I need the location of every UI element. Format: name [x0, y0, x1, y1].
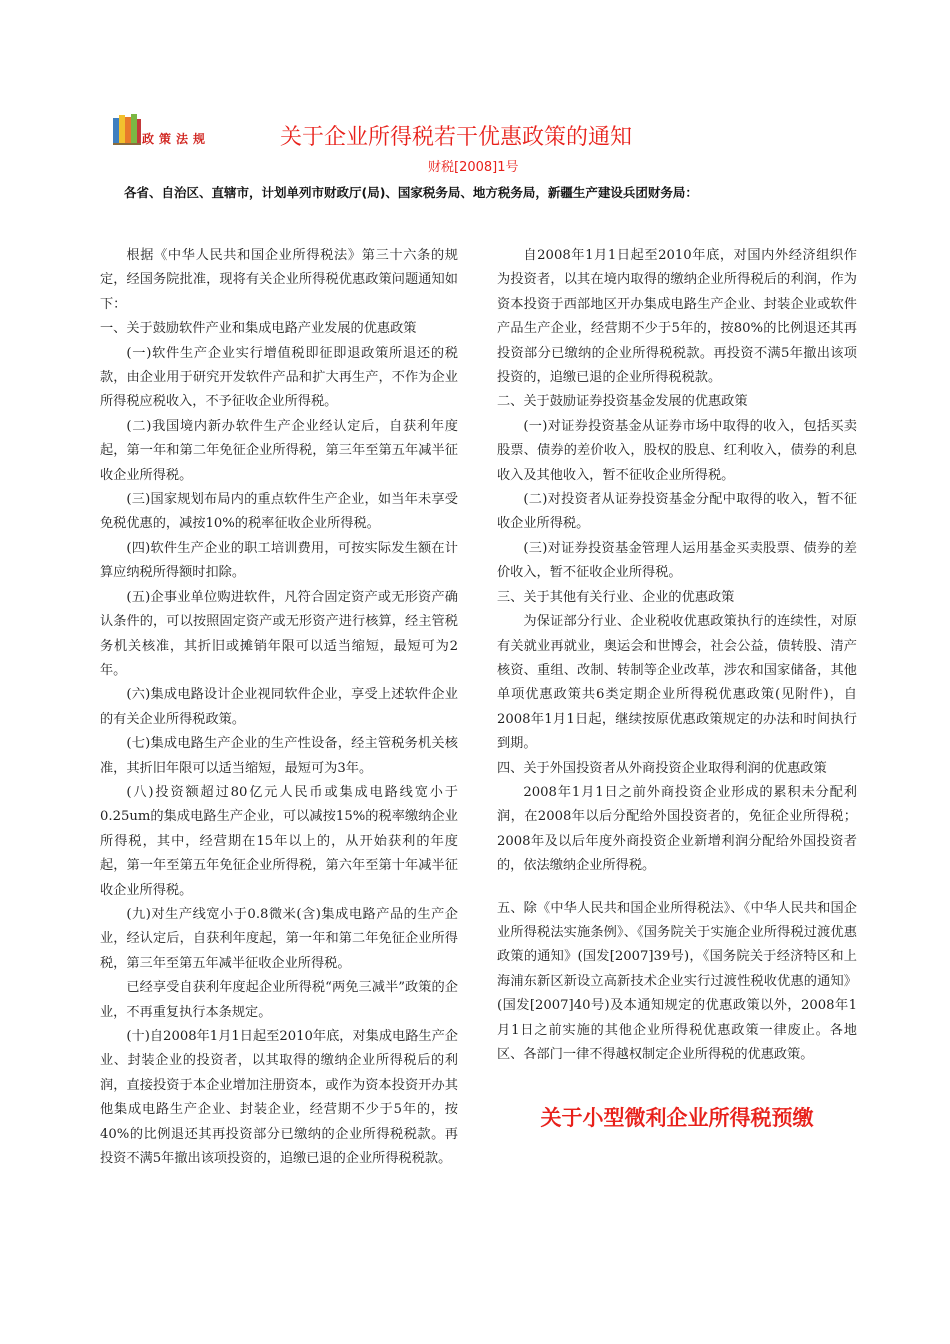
books-icon — [112, 112, 142, 146]
paragraph: (十)自2008年1月1日起至2010年底，对集成电路生产企业、封装企业的投资者，以其取得的缴纳企业所得税后的利润，直接投资于本企业增加注册资本，或作为资本投资开办其他集成电路生产企业、封装企业，经营期不少于5年的，按40%的比例退还其再投资部分已缴纳的企业所得税税款。再投资不满5年撤出该项投资的，追缴已退的企业所得税税款。 — [100, 1029, 458, 1167]
right-column — [497, 244, 857, 1133]
paragraph: (七)集成电路生产企业的生产性设备，经主管税务机关核准，其折旧年限可以适当缩短，最短可为3年。 — [100, 736, 458, 776]
paragraph: (一)对证券投资基金从证券市场中取得的收入，包括买卖股票、债券的差价收入，股权的股息、红利收入，债券的利息收入及其他收入，暂不征收企业所得税。 — [497, 418, 857, 483]
paragraph: 自2008年1月1日起至2010年底，对国内外经济组织作为投资者，以其在境内取得的缴纳企业所得税后的利润，作为资本投资于西部地区开办集成电路生产企业、封装企业或软件产品生产企业，经营期不少于5年的，按80%的比例退还其再投资部分已缴纳的企业所得税税款。再投资不满5年撤出该项投资的，追缴已退的企业所得税税款。 — [497, 248, 857, 386]
paragraph: 已经享受自获利年度起企业所得税“两免三减半”政策的企业，不再重复执行本条规定。 — [100, 980, 458, 1020]
policy-logo — [112, 110, 232, 150]
document-number: 财税[2008]1号 — [428, 160, 519, 175]
next-article-title: 关于小型微利企业所得税预缴 — [540, 1106, 814, 1131]
paragraph: (三)对证券投资基金管理人运用基金买卖股票、债券的差价收入，暂不征收企业所得税。 — [497, 540, 857, 581]
paragraph: (五)企事业单位购进软件，凡符合固定资产或无形资产确认条件的，可以按照固定资产或无形资产进行核算，经主管税务机关核准，其折旧或摊销年限可以适当缩短，最短可为2年。 — [100, 589, 458, 678]
section-heading-1: 一、关于鼓励软件产业和集成电路产业发展的优惠政策 — [100, 321, 417, 337]
addressee-line: 各省、自治区、直辖市，计划单列市财政厅(局)、国家税务局、地方税务局，新疆生产建设兵团财务局： — [124, 185, 698, 200]
left-column — [100, 244, 458, 1171]
section-heading-4: 四、关于外国投资者从外商投资企业取得利润的优惠政策 — [497, 760, 827, 776]
logo-text: 政策法规 — [142, 132, 211, 146]
paragraph: 2008年1月1日之前外商投资企业形成的累积未分配利润，在2008年以后分配给外国投资者的，免征企业所得税；2008年及以后年度外商投资企业新增利润分配给外国投资者的，依法缴纳企业所得税。 — [497, 784, 857, 874]
paragraph: (二)对投资者从证券投资基金分配中取得的收入，暂不征收企业所得税。 — [497, 492, 857, 532]
paragraph: (四)软件生产企业的职工培训费用，可按实际发生额在计算应纳税所得额时扣除。 — [100, 540, 458, 581]
paragraph: (八)投资额超过80亿元人民币或集成电路线宽小于0.25um的集成电路生产企业，可以减按15%的税率缴纳企业所得税，其中，经营期在15年以上的，从开始获利的年度起，第一年至第五年免征企业所得税，第六年至第十年减半征收企业所得税。 — [100, 784, 458, 898]
paragraph: (二)我国境内新办软件生产企业经认定后，自获利年度起，第一年和第二年免征企业所得税，第三年至第五年减半征收企业所得税。 — [100, 418, 458, 483]
paragraph: (三)国家规划布局内的重点软件生产企业，如当年未享受免税优惠的，减按10%的税率征收企业所得税。 — [100, 492, 458, 532]
section-heading-2: 二、关于鼓励证券投资基金发展的优惠政策 — [497, 394, 748, 410]
paragraph: (一)软件生产企业实行增值税即征即退政策所退还的税款，由企业用于研究开发软件产品和扩大再生产，不作为企业所得税应税收入，不予征收企业所得税。 — [100, 345, 458, 410]
intro-paragraph: 根据《中华人民共和国企业所得税法》第三十六条的规定，经国务院批准，现将有关企业所得税优惠政策问题通知如下： — [100, 248, 458, 312]
paragraph: (九)对生产线宽小于0.8微米(含)集成电路产品的生产企业，经认定后，自获利年度起，第一年和第二年免征企业所得税，第三年至第五年减半征收企业所得税。 — [100, 906, 458, 971]
section-heading-5: 五、除《中华人民共和国企业所得税法》、《中华人民共和国企业所得税法实施条例》、《国务院关于实施企业所得税过渡优惠政策的通知》(国发[2007]39号)，《国务院关于经济特区和上海浦东新区新设立高新技术企业实行过渡性税收优惠的通知》(国发[2007]40号)及本通知规定的优惠政策以外，2008年1月1日之前实施的其他企业所得税优惠政策一律废止。各地区、各部门一律不得越权制定企业所得税的优惠政策。 — [497, 900, 857, 1062]
page-title: 关于企业所得税若干优惠政策的通知 — [280, 125, 633, 150]
section-heading-3: 三、关于其他有关行业、企业的优惠政策 — [497, 589, 735, 605]
paragraph: 为保证部分行业、企业税收优惠政策执行的连续性，对原有关就业再就业，奥运会和世博会，社会公益，债转股、清产核资、重组、改制、转制等企业改革，涉农和国家储备，其他单项优惠政策共6类定期企业所得税优惠政策(见附件)，自2008年1月1日起，继续按原优惠政策规定的办法和时间执行到期。 — [497, 614, 857, 752]
paragraph: (六)集成电路设计企业视同软件企业，享受上述软件企业的有关企业所得税政策。 — [100, 687, 458, 727]
